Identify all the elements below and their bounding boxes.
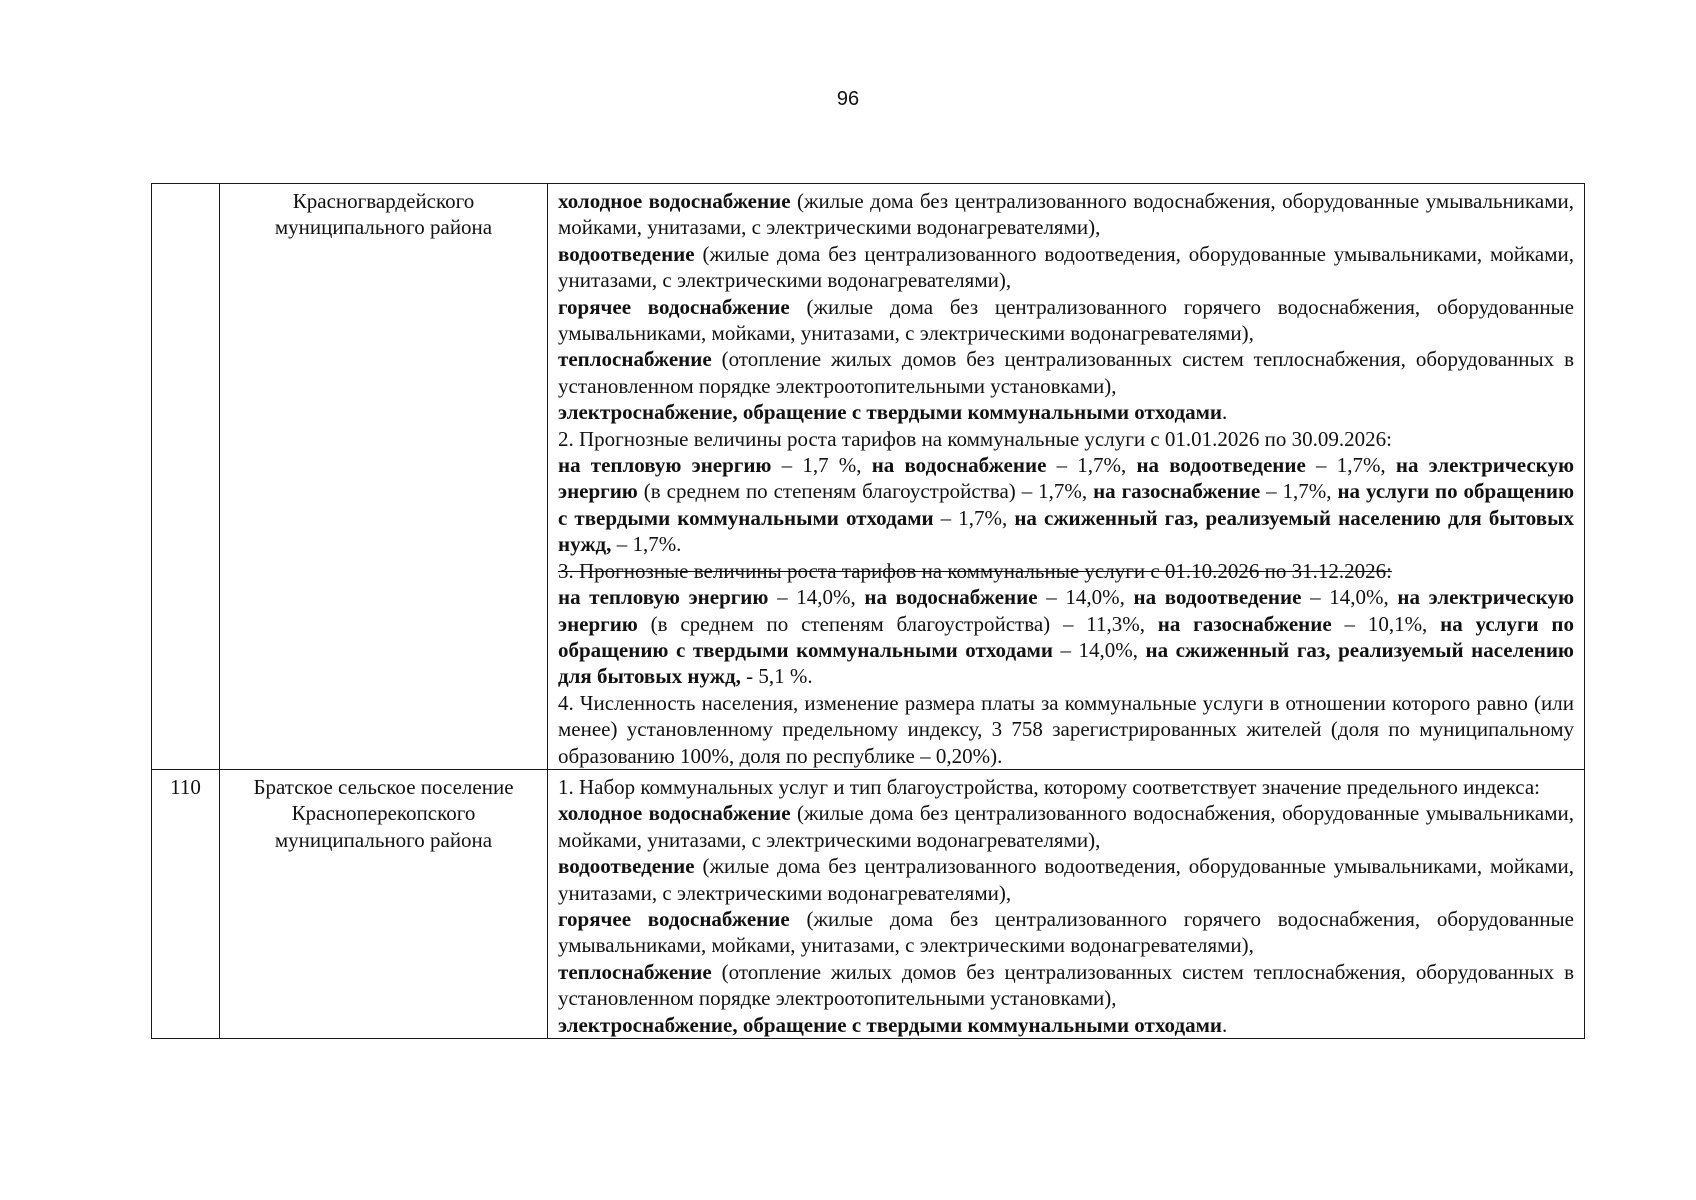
municipality-line: муниципального района [274, 827, 493, 852]
tariff-label: на газоснабжение [1157, 611, 1332, 636]
tariff-value: – 14,0%, [768, 585, 865, 610]
service-item [558, 906, 1574, 959]
tariff-label: на тепловую энергию [558, 453, 772, 478]
service-name: горячее водоснабжение [558, 906, 790, 931]
service-name: холодное водоснабжение [558, 189, 791, 213]
service-name: электроснабжение, обращение с твердыми коммунальными отходами [558, 400, 1222, 425]
service-item [558, 1012, 1574, 1038]
tariff-value: – 14,0%, [1052, 637, 1146, 662]
tariff-label: на услуги по обращению с твердыми коммунальными отходами [558, 479, 1574, 530]
forecast-values [558, 452, 1574, 558]
service-name: теплоснабжение [558, 959, 712, 984]
service-name: водоотведение [558, 241, 695, 266]
forecast-heading: 3. Прогнозные величины роста тарифов на коммунальные услуги с 01.10.2026 по 31.12.2026: [558, 558, 1392, 583]
service-name: электроснабжение, обращение с твердыми коммунальными отходами [558, 1012, 1222, 1037]
tariff-value: – 1,7 %, [771, 453, 872, 478]
service-item [558, 853, 1574, 906]
service-details: (жилые дома без централизованного горячего водоснабжения, оборудованные умывальниками, мойками, унитазами, с электрическими водонагревателями), [558, 906, 1574, 958]
service-details: (жилые дома без централизованного водоотведения, оборудованные умывальниками, мойками, унитазами, с электрическими водонагревателями), [558, 241, 1574, 293]
service-details: . [1221, 1012, 1228, 1037]
service-details: (жилые дома без централизованного водоснабжения, оборудованные умывальниками, мойками, унитазами, с электрическими водонагревателями), [558, 189, 1574, 240]
service-name: теплоснабжение [558, 347, 712, 372]
service-name: водоотведение [558, 854, 695, 879]
tariff-value: (в среднем по степеням благоустройства) – 11,3%, [637, 611, 1158, 636]
tariff-value: – 1,7%, [1305, 453, 1396, 478]
tariff-label: на водоотведение [1133, 585, 1302, 610]
tariff-label: на водоснабжение [864, 585, 1038, 610]
service-item [558, 346, 1574, 399]
municipality-line: Красногвардейского [292, 189, 475, 213]
service-details: (отопление жилых домов без централизованных систем теплоснабжения, оборудованных в установленном порядке электроотопительными установками), [558, 959, 1574, 1011]
population-info: 4. Численность населения, изменение размера платы за коммунальные услуги в отношении которого равно (или менее) установленному предельному индексу, 3 758 зарегистрированных жителей (доля по муниципальному образованию 100%, доля по республике – 0,20%). [558, 690, 1574, 768]
tariff-label: на электрическую энергию [558, 453, 1574, 504]
service-name: горячее водоснабжение [558, 294, 790, 319]
table-row [152, 184, 1585, 770]
municipality-line: Красноперекопского [291, 801, 476, 826]
tariff-value: – 1,7%, [933, 505, 1015, 530]
municipality-cell [220, 769, 548, 1038]
services-intro: 1. Набор коммунальных услуг и тип благоустройства, которому соответствует значение предельного индекса: [558, 774, 1540, 799]
tariff-label: на услуги по обращению с твердыми коммунальными отходами [558, 611, 1574, 662]
description-cell [548, 184, 1585, 770]
page-number: 96 [836, 88, 860, 110]
service-name: холодное водоснабжение [558, 801, 791, 826]
tariff-value: - 5,1 %. [740, 664, 813, 689]
tariff-table [151, 183, 1585, 1039]
tariff-value: – 10,1%, [1331, 611, 1441, 636]
service-details: (жилые дома без централизованного горячего водоснабжения, оборудованные умывальниками, мойками, унитазами, с электрическими водонагревателями), [558, 294, 1574, 346]
tariff-label: на сжиженный газ, реализуемый населению для бытовых нужд, [558, 505, 1574, 557]
service-details: (жилые дома без централизованного водоотведения, оборудованные умывальниками, мойками, унитазами, с электрическими водонагревателями), [558, 854, 1574, 905]
tariff-label: на сжиженный газ, реализуемый населению для бытовых нужд, [558, 637, 1574, 689]
service-item [558, 399, 1574, 425]
service-item [558, 800, 1574, 853]
municipality-line: муниципального района [274, 215, 493, 240]
tariff-value: – 14,0%, [1301, 585, 1398, 610]
service-item [558, 241, 1574, 294]
service-item [558, 188, 1574, 241]
forecast-heading: 2. Прогнозные величины роста тарифов на коммунальные услуги с 01.01.2026 по 30.09.2026: [558, 426, 1392, 451]
tariff-value: – 14,0%, [1037, 585, 1134, 610]
tariff-value: – 1,7%. [611, 532, 682, 557]
service-details: (отопление жилых домов без централизованных систем теплоснабжения, оборудованных в установленном порядке электроотопительными установками), [558, 347, 1574, 398]
tariff-label: на тепловую энергию [558, 585, 769, 610]
description-cell [548, 769, 1585, 1038]
service-details: (жилые дома без централизованного водоснабжения, оборудованные умывальниками, мойками, унитазами, с электрическими водонагревателями), [558, 801, 1574, 852]
tariff-value: – 1,7%, [1046, 453, 1137, 478]
service-item [558, 959, 1574, 1012]
row-number-cell: 110 [152, 769, 220, 1038]
tariff-value: – 1,7%, [1260, 479, 1338, 504]
tariff-label: на газоснабжение [1093, 479, 1261, 504]
tariff-label: на электрическую энергию [558, 585, 1574, 636]
service-item [558, 294, 1574, 347]
row-number-cell [152, 184, 220, 770]
service-details: . [1221, 400, 1228, 425]
municipality-line: Братское сельское поселение [253, 774, 514, 799]
tariff-label: на водоснабжение [871, 453, 1047, 478]
table-row [152, 769, 1585, 1038]
tariff-value: (в среднем по степеням благоустройства) – 1,7%, [637, 479, 1094, 504]
municipality-cell [220, 184, 548, 770]
forecast-values [558, 584, 1574, 690]
tariff-label: на водоотведение [1136, 453, 1306, 478]
